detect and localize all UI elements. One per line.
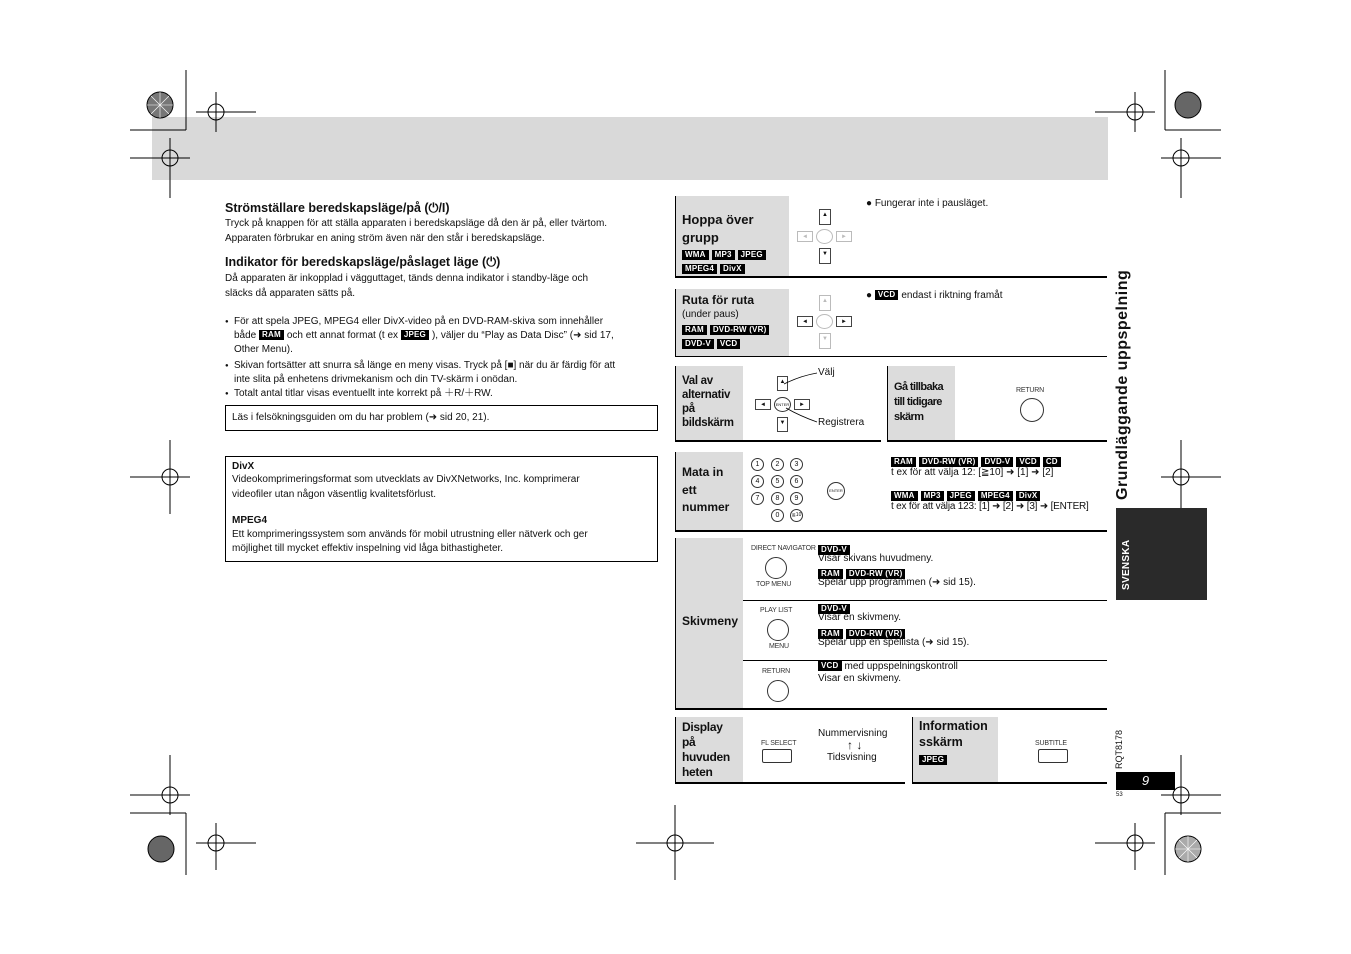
mpeg4-text-2: möjlighet till mycket effektiv inspelning vid låga bithastigheter. <box>232 543 504 554</box>
bullet-jpeg: ● För att spela JPEG, MPEG4 eller DivX-video på en DVD-RAM-skiva som innehåller både RAM och ett annat format (t ex JPEG ), väljer du “Play as Data Disc” (➜ sid 17, Other Menu). <box>225 315 665 357</box>
disc-return-button[interactable] <box>767 680 789 702</box>
skip-group-note: ● Fungerar inte i pausläget. <box>866 198 989 209</box>
key-8[interactable]: 8 <box>771 492 784 505</box>
up-faint: ▲ <box>819 295 831 311</box>
glossary-box <box>225 456 658 562</box>
frame-label: Ruta för ruta <box>682 293 754 307</box>
frame-note: ● VCD endast i riktning framåt <box>866 290 1003 301</box>
tag-jpeg: JPEG <box>401 330 429 340</box>
key-3[interactable]: 3 <box>790 458 803 471</box>
register-caption: Registrera <box>818 417 865 428</box>
cursor-up-button[interactable]: ▲ <box>777 376 788 391</box>
subtitle-button[interactable] <box>1038 749 1068 763</box>
number-enter-button[interactable]: ENTER <box>827 482 845 500</box>
number-tags-1: RAM DVD-RW (VR) DVD-V VCD CD <box>891 453 1064 471</box>
cursor-left-button[interactable]: ◄ <box>755 399 771 410</box>
frame-forward-button[interactable]: ► <box>836 316 852 327</box>
frame-back-button[interactable]: ◄ <box>797 316 813 327</box>
standby-switch-title: Strömställare beredskapsläge/på (⏻/I) <box>225 201 450 215</box>
skip-down-button[interactable]: ▼ <box>819 248 831 264</box>
fl-select-button[interactable] <box>762 749 792 763</box>
top-menu-button[interactable] <box>765 557 787 579</box>
mpeg4-text-1: Ett komprimeringssystem som används för mobil utrustning eller nätverk och ger <box>232 529 588 540</box>
info-label-box: Information sskärm JPEG <box>912 717 998 784</box>
language-label: SVENSKA <box>1121 539 1132 590</box>
key-6[interactable]: 6 <box>790 475 803 488</box>
mpeg4-title: MPEG4 <box>232 515 268 526</box>
number-example-2: t ex för att välja 123: [1] ➜ [2] ➜ [3] ➜ [ENTER] <box>891 501 1089 512</box>
enter-faint-2 <box>816 314 833 329</box>
down-faint: ▼ <box>819 333 831 349</box>
doc-code: RQT8178 <box>1114 729 1124 769</box>
disc-menu-label-box <box>675 538 743 710</box>
key-1[interactable]: 1 <box>751 458 764 471</box>
leader-lines <box>780 370 820 430</box>
left-button-faint: ◄ <box>797 231 813 242</box>
enter-faint <box>816 229 833 244</box>
standby-indicator-text-2: släcks då apparaten sätts på. <box>225 288 356 299</box>
page-number: 9 <box>1116 772 1175 790</box>
skip-group-label-2: grupp <box>682 230 719 245</box>
key-4[interactable]: 4 <box>751 475 764 488</box>
cursor-down-button[interactable]: ▼ <box>777 417 788 432</box>
tag-ram: RAM <box>259 330 284 340</box>
bullet-titles: ● Totalt antal titlar visas eventuellt inte korrekt på ＋R/＋RW. <box>225 387 665 401</box>
standby-switch-text-1: Tryck på knappen för att ställa apparaten i beredskapsläge då den är på, eller tvärtom. <box>225 218 608 229</box>
menu-button[interactable] <box>767 619 789 641</box>
standby-switch-text-2: Apparaten förbrukar en aning ström även när den står i beredskapsläge. <box>225 233 545 244</box>
frame-sub: (under paus) <box>682 309 739 320</box>
skip-group-label-box <box>675 196 789 278</box>
divx-title: DivX <box>232 461 255 472</box>
go-back-label-box: Gå tillbaka till tidigare skärm <box>887 366 955 442</box>
key-5[interactable]: 5 <box>771 475 784 488</box>
menu-select-label-box: Val av alternativ på bildskärm <box>675 366 743 442</box>
select-caption: Välj <box>818 367 835 378</box>
troubleshoot-note: Läs i felsökningsguiden om du har problem (➜ sid 20, 21). <box>232 412 490 423</box>
number-tags-2: WMA MP3 JPEG MPEG4 DivX <box>891 487 1043 505</box>
divx-text-1: Videokomprimeringsformat som utvecklats av DivXNetworks, Inc. komprimerar <box>232 474 580 485</box>
right-button-faint: ► <box>836 231 852 242</box>
number-label-box: Mata in ett nummer <box>675 452 743 532</box>
cursor-right-button[interactable]: ► <box>794 399 810 410</box>
key-10plus[interactable]: ≧10 <box>790 509 803 522</box>
small-page-number: 53 <box>1116 792 1123 798</box>
key-2[interactable]: 2 <box>771 458 784 471</box>
key-0[interactable]: 0 <box>771 509 784 522</box>
divider <box>743 600 1107 601</box>
skip-group-label-1: Hoppa över <box>682 212 754 227</box>
standby-indicator-text-1: Då apparaten är inkopplad i vägguttaget, tänds denna indikator i standby-läge och <box>225 273 589 284</box>
key-9[interactable]: 9 <box>790 492 803 505</box>
skip-up-button[interactable]: ▲ <box>819 209 831 225</box>
standby-indicator-title: Indikator för beredskapsläge/påslaget läge (⏻) <box>225 255 501 269</box>
disc-menu-label: Skivmeny <box>682 614 739 628</box>
key-7[interactable]: 7 <box>751 492 764 505</box>
divx-text-2: videofiler utan någon väsentlig kvalitetsförlust. <box>232 489 437 500</box>
display-label-box: Display på huvuden heten <box>675 717 743 784</box>
return-button[interactable] <box>1020 398 1044 422</box>
troubleshoot-note-box <box>225 405 658 431</box>
bullet-disc-spin: ● Skivan fortsätter att snurra så länge en meny visas. Tryck på [■] när du är färdig för att inte slita på enhetens drivmekanism och din TV-skärm i onödan. <box>225 359 665 387</box>
frame-label-box <box>675 289 789 357</box>
number-example-1: t ex för att välja 12: [≧10] ➜ [1] ➜ [2] <box>891 467 1054 478</box>
language-tab <box>1116 508 1207 600</box>
skip-group-tags: WMA MP3 JPEG MPEG4 DivX <box>682 248 782 276</box>
enter-button[interactable]: ENTER <box>774 397 791 412</box>
return-label: RETURN <box>1016 387 1044 394</box>
frame-tags: RAM DVD-RW (VR) DVD-V VCD <box>682 323 786 351</box>
side-heading: Grundläggande uppspelning <box>1114 269 1131 500</box>
